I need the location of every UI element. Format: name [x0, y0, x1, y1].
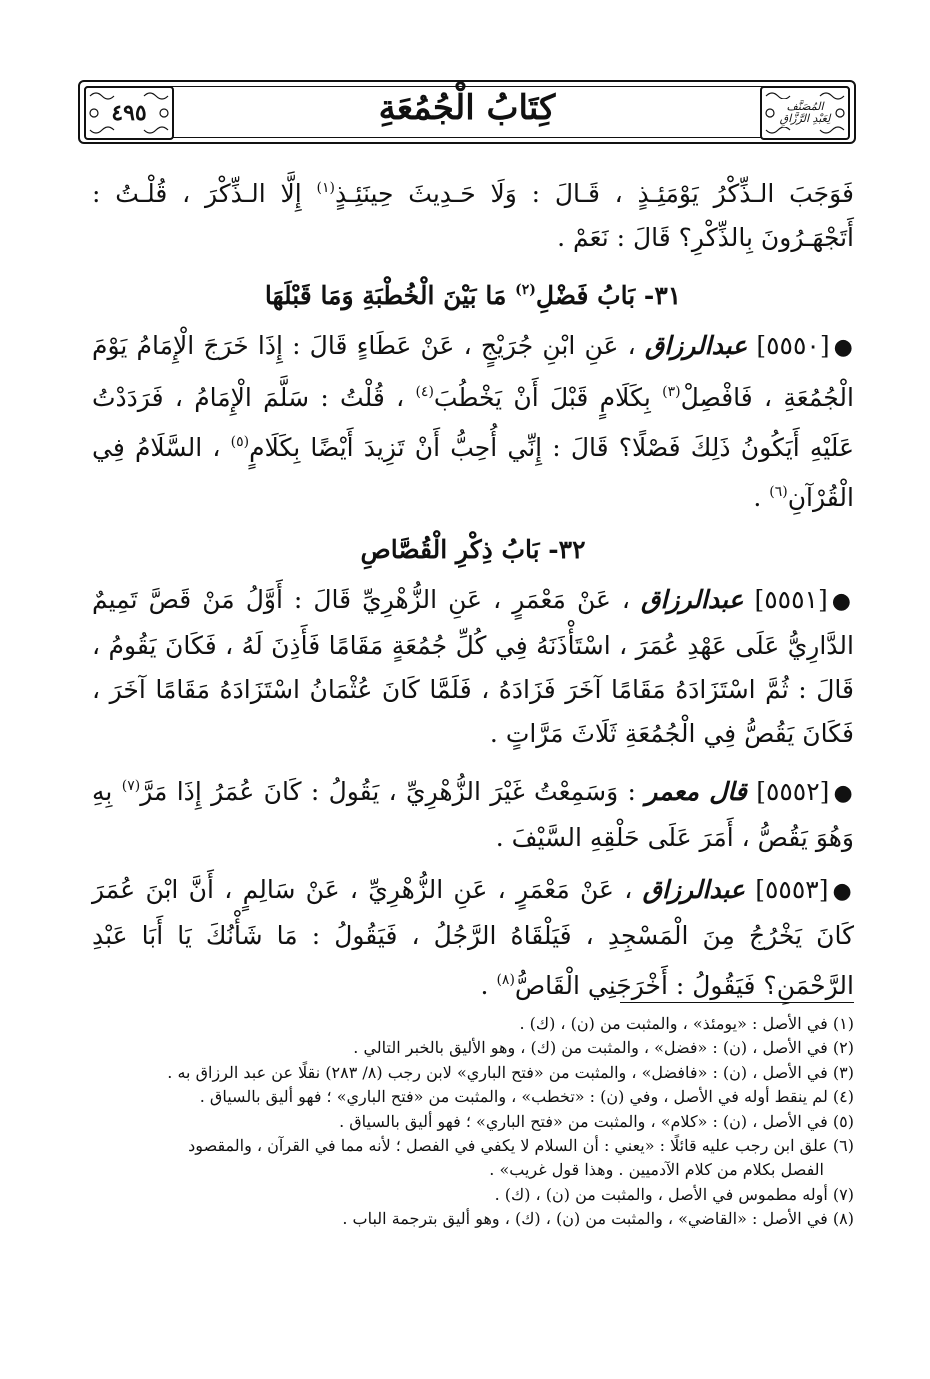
- chapter-title: ٣٢- بَابُ ذِكْرِ الْقُصَّاصِ: [360, 535, 586, 564]
- hadith-number: [٥٥٥٢]: [756, 777, 830, 806]
- hadith-number: [٥٥٥٣]: [755, 875, 829, 904]
- narrator-name: قال معمر: [645, 777, 747, 806]
- footnote-ref-4[interactable]: (٤): [415, 384, 434, 400]
- footnote-8: (٨) في الأصل : «القاضي» ، والمثبت من (ن) ، (ك) ، وهو أليق بترجمة الباب .: [342, 1209, 854, 1229]
- footnote-7: (٧) أوله مطموس في الأصل ، والمثبت من (ن) ، (ك) .: [494, 1184, 854, 1204]
- hadith-5551: [92, 578, 854, 756]
- footnote-ref-2[interactable]: (٢): [515, 282, 536, 298]
- footnote-5: (٥) في الأصل ، (ن) : «كلام» ، والمثبت من «فتح الباري» ؛ فهو أليق بالسياق .: [339, 1111, 854, 1131]
- footnote-divider: [620, 1002, 854, 1003]
- footnote-1: (١) في الأصل : «يومئذ» ، والمثبت من (ن) ، (ك) .: [519, 1014, 854, 1033]
- footnote-ref-6[interactable]: (٦): [769, 484, 788, 500]
- text-run: بِكَلَامٍ قَبْلَ أَنْ يَخْطُبَ: [433, 383, 651, 412]
- logo-line-1: المُصَنَّف: [786, 100, 824, 113]
- chapter-title: ٣١- بَابُ فَضْلِ: [535, 281, 682, 310]
- text-run: : وَسَمِعْتُ غَيْرَ الزُّهْرِيِّ ، يَقُولُ : كَانَ عُمَرُ إِذَا مَرَّ: [140, 777, 636, 806]
- book-title: كِتَابُ الْجُمُعَةِ: [378, 88, 556, 128]
- logo-line-2: لِعَبْدِ الرَّزَّاقِ: [779, 112, 831, 125]
- text-run: .: [753, 483, 762, 512]
- text-run: ، قُلْتُ : سَلَّمَ الْإِمَامُ ، فَرَدَدْتُ عَلَيْهِ أَيَكُونُ ذَلِكَ فَصْلًا؟ قَالَ : إِنِّي أُحِبُّ أَنْ تَزِيدَ أَيْضًا بِكَلَامٍ: [92, 383, 854, 462]
- main-text: [92, 166, 854, 1016]
- footnote-6-continued: الفصل بكلام من كلام الآدميين . وهذا قول غريب» .: [489, 1160, 824, 1180]
- hadith-number: [٥٥٥٠]: [756, 331, 830, 360]
- footnote-2: (٢) في الأصل ، (ن) : «فضل» ، والمثبت من (ك) ، وهو الأليق بالخبر التالي .: [353, 1038, 854, 1058]
- footnote-ref-1[interactable]: (١): [316, 180, 335, 196]
- hadith-5553: [92, 868, 854, 1008]
- bullet-icon: ●: [833, 781, 855, 806]
- footnote-ref-7[interactable]: (٧): [121, 778, 141, 794]
- text-run: .: [480, 971, 489, 1000]
- hadith-5552: [92, 764, 854, 860]
- continuation-paragraph: [92, 166, 854, 260]
- book-logo: [760, 86, 850, 140]
- narrator-name: عبدالرزاق: [642, 875, 745, 904]
- text-run: ، السَّلَامُ فِي الْقُرْآنِ: [92, 433, 854, 512]
- hadith-5550: [92, 324, 854, 520]
- bullet-icon: ●: [831, 589, 854, 614]
- text-run: إِلَّا الـذِّكْرَ ، قُلْـتُ : أَتَجْهَـرُونَ بِالذِّكْرِ؟ قَالَ : نَعَمْ .: [92, 179, 854, 252]
- chapter-title-rest: مَا بَيْنَ الْخُطْبَةِ وَمَا قَبْلَهَا: [264, 281, 507, 310]
- hadith-number: [٥٥٥١]: [754, 585, 828, 614]
- narrator-name: عبدالرزاق: [644, 331, 748, 360]
- text-run: ، عَنِ ابْنِ جُرَيْجٍ ، عَنْ عَطَاءٍ قَالَ : إِذَا خَرَجَ الْإِمَامُ يَوْمَ الْجُمُعَةِ ، فَافْصِلْ: [92, 331, 854, 412]
- text-run: فَوَجَبَ الـذِّكْرُ يَوْمَئِـذٍ ، قَـالَ : وَلَا حَـدِيثَ حِينَئِـذٍ: [334, 179, 854, 208]
- footnotes: [92, 1012, 854, 1232]
- footnote-ref-3[interactable]: (٣): [662, 384, 681, 400]
- footnote-ref-5[interactable]: (٥): [230, 434, 250, 450]
- chapter-heading-32: [92, 528, 854, 572]
- page-header: [78, 80, 856, 144]
- footnote-4: (٤) لم ينقط أوله في الأصل ، وفي (ن) : «تخطب» ، والمثبت من «فتح الباري» ؛ فهو أليق بالسياق .: [199, 1087, 854, 1107]
- logo-text: [777, 99, 834, 127]
- text-run: ، عَنْ مَعْمَرٍ ، عَنِ الزُّهْرِيِّ قَالَ : أَوَّلُ مَنْ قَصَّ تَمِيمٌ الدَّارِيُّ عَلَى عَهْدِ عُمَرَ ، اسْتَأْذَنَهُ فِي كُلِّ جُمُعَةٍ مَقَامًا فَأَذِنَ لَهُ ، فَكَانَ يَقُومُ ، قَالَ : ثُمَّ اسْتَزَادَهُ مَقَامًا آخَرَ فَزَادَهُ ، فَلَمَّا كَانَ عُثْمَانُ اسْتَزَادَهُ مَقَامًا آخَرَ ، فَكَانَ يَقُصُّ فِي الْجُمُعَةِ ثَلَاثَ مَرَّاتٍ .: [92, 585, 854, 748]
- chapter-heading-31: [92, 268, 854, 318]
- footnote-6: (٦) علق ابن رجب عليه قائلًا : «يعني : أن السلام لا يكفي في الفصل ؛ لأنه مما في القرآن ، والمقصود: [188, 1136, 854, 1156]
- narrator-name: عبدالرزاق: [641, 585, 744, 614]
- page-number: ٤٩٥: [105, 100, 152, 126]
- footnote-3: (٣) في الأصل ، (ن) : «فافضل» ، والمثبت من «فتح الباري» لابن رجب (٨/ ٢٨٣) نقلًا عن عبد الرزاق به .: [167, 1062, 854, 1082]
- bullet-icon: ●: [833, 335, 855, 360]
- text-run: ، عَنْ مَعْمَرٍ ، عَنِ الزُّهْرِيِّ ، عَنْ سَالِمٍ ، أَنَّ ابْنَ عُمَرَ كَانَ يَخْرُجُ مِنَ الْمَسْجِدِ ، فَيَلْقَاهُ الرَّجُلُ ، فَيَقُولُ : مَا شَأْنُكَ يَا أَبَا عَبْدِ الرَّحْمَنِ؟ فَيَقُولُ : أَخْرَجَنِي الْقَاصُّ: [92, 875, 854, 1000]
- bullet-icon: ●: [832, 879, 854, 904]
- footnote-ref-8[interactable]: (٨): [496, 972, 515, 988]
- text-run: بِهِ وَهُوَ يَقُصُّ ، أَمَرَ عَلَى حَلْقِهِ السَّيْفَ .: [92, 777, 854, 852]
